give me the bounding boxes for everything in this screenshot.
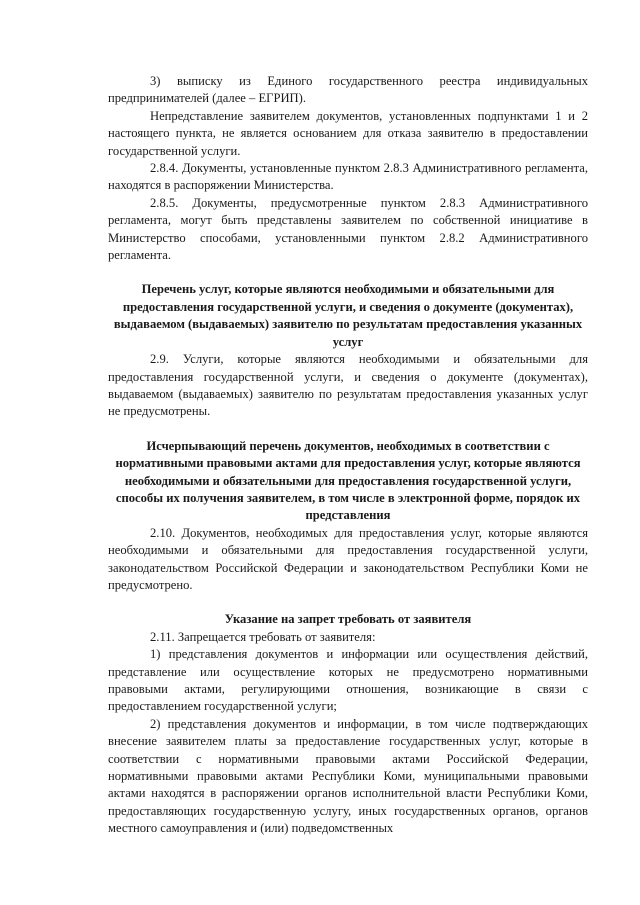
paragraph-2-8-4: 2.8.4. Документы, установленные пунктом 2.8.3 Административного регламента, находятся в распоряжении Министерства.	[108, 161, 588, 193]
section-gap	[108, 264, 588, 281]
section-gap	[108, 421, 588, 438]
section-gap	[108, 594, 588, 611]
section-heading-required-services: Перечень услуг, которые являются необходимыми и обязательными для предоставления государственной услуги, и сведения о документе (документах), выдаваемом (выдаваемых) заявителю по результатам предоставления указанных услуг	[113, 282, 583, 349]
paragraph-2-10: 2.10. Документов, необходимых для предоставления услуг, которые являются необходимыми и обязательными для предоставления государственной услуги, законодательством Российской Федерации и законодательством Республики Коми не предусмотрено.	[108, 525, 588, 592]
document-body	[108, 73, 588, 838]
section-heading-prohibition: Указание на запрет требовать от заявителя	[224, 612, 472, 627]
section-heading-documents-list: Исчерпывающий перечень документов, необходимых в соответствии с нормативными правовыми актами для предоставления услуг, которые являются необходимыми и обязательными для предоставления государственной услуги, способы их получения заявителем, в том числе в электронной форме, порядок их представления	[115, 438, 581, 523]
paragraph-2-8-5: 2.8.5. Документы, предусмотренные пунктом 2.8.3 Административного регламента, могут быть представлены заявителем по собственной инициативе в Министерство способами, установленными пунктом 2.8.2 Административного регламента.	[108, 195, 588, 263]
paragraph-2-9: 2.9. Услуги, которые являются необходимыми и обязательными для предоставления государственной услуги, и сведения о документе (документах), выдаваемом (выдаваемых) заявителю по результатам предоставления указанных услуг не предусмотрены.	[108, 352, 588, 419]
paragraph-egrip-extract: 3) выписку из Единого государственного реестра индивидуальных предпринимателей (далее – ЕГРИП).	[108, 74, 588, 106]
paragraph-2-11: 2.11. Запрещается требовать от заявителя:	[150, 629, 376, 644]
paragraph-non-submission: Непредставление заявителем документов, установленных подпунктами 1 и 2 настоящего пункта, не является основанием для отказа заявителю в предоставлении государственной услуги.	[108, 108, 588, 158]
paragraph-2-11-item-1: 1) представления документов и информации или осуществления действий, представление или осуществление которых не предусмотрено нормативными правовыми актами, регулирующими отношения, возникающие в связи с предоставлением государственной услуги;	[108, 647, 588, 714]
paragraph-2-11-item-2: 2) представления документов и информации, в том числе подтверждающих внесение заявителем платы за предоставление государственных услуг, которые в соответствии с нормативными правовыми актами Российской Федерации, нормативными правовыми актами Республики Коми, муниципальными правовыми актами находятся в распоряжении органов исполнительной власти Республики Коми, предоставляющих государственную услугу, иных государственных органов, органов местного самоуправления и (или) подведомственных	[108, 716, 588, 836]
